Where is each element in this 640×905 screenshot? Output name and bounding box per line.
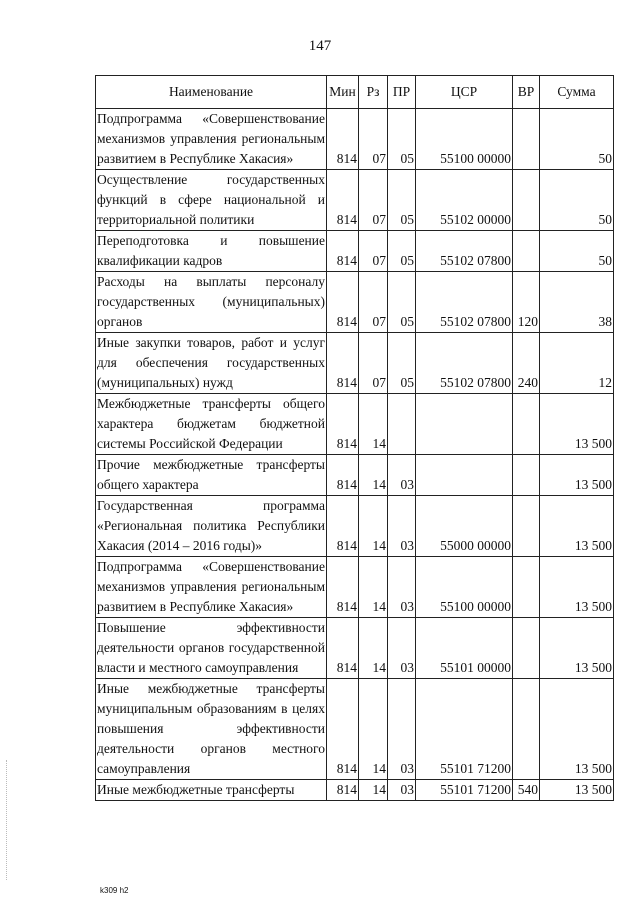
- header-sum: Сумма: [540, 76, 614, 109]
- table-row: [96, 170, 614, 231]
- scan-margin-mark: [6, 760, 8, 880]
- cell-pr: 05: [388, 109, 416, 170]
- cell-rz: 14: [359, 394, 388, 455]
- cell-vr: [513, 109, 540, 170]
- cell-name: Подпрограмма «Совершенствование механизмов управления региональным развитием в Республике Хакасия»: [96, 109, 327, 170]
- header-min: Мин: [327, 76, 359, 109]
- cell-name: Подпрограмма «Совершенствование механизмов управления региональным развитием в Республике Хакасия»: [96, 557, 327, 618]
- cell-name: Межбюджетные трансферты общего характера бюджетам бюджетной системы Российской Федерации: [96, 394, 327, 455]
- cell-sum: 13 500: [540, 455, 614, 496]
- cell-pr: 05: [388, 231, 416, 272]
- cell-min: 814: [327, 231, 359, 272]
- cell-sum: 12: [540, 333, 614, 394]
- cell-vr: 240: [513, 333, 540, 394]
- cell-csr: 55102 07800: [416, 272, 513, 333]
- table-row: [96, 109, 614, 170]
- table-row: [96, 780, 614, 801]
- table-row: [96, 272, 614, 333]
- cell-min: 814: [327, 496, 359, 557]
- cell-rz: 07: [359, 170, 388, 231]
- table-row: [96, 496, 614, 557]
- cell-pr: 03: [388, 557, 416, 618]
- header-csr: ЦСР: [416, 76, 513, 109]
- cell-name: Повышение эффективности деятельности органов государственной власти и местного самоуправления: [96, 618, 327, 679]
- cell-csr: 55102 07800: [416, 231, 513, 272]
- cell-name: Иные межбюджетные трансферты муниципальным образованиям в целях повышения эффективности деятельности органов местного самоуправления: [96, 679, 327, 780]
- cell-name: Расходы на выплаты персоналу государственных (муниципальных) органов: [96, 272, 327, 333]
- cell-rz: 14: [359, 496, 388, 557]
- cell-min: 814: [327, 780, 359, 801]
- cell-name: Переподготовка и повышение квалификации кадров: [96, 231, 327, 272]
- cell-vr: [513, 496, 540, 557]
- cell-sum: 38: [540, 272, 614, 333]
- cell-vr: [513, 455, 540, 496]
- cell-min: 814: [327, 679, 359, 780]
- cell-rz: 14: [359, 780, 388, 801]
- table-row: [96, 231, 614, 272]
- cell-pr: 03: [388, 780, 416, 801]
- cell-pr: [388, 394, 416, 455]
- cell-vr: 120: [513, 272, 540, 333]
- cell-vr: [513, 679, 540, 780]
- cell-name: Прочие межбюджетные трансферты общего характера: [96, 455, 327, 496]
- cell-csr: 55102 07800: [416, 333, 513, 394]
- cell-csr: [416, 394, 513, 455]
- page-number: 147: [308, 38, 332, 54]
- table-header-row: [96, 76, 614, 109]
- cell-pr: 03: [388, 496, 416, 557]
- table-row: [96, 394, 614, 455]
- cell-vr: [513, 170, 540, 231]
- cell-sum: 50: [540, 231, 614, 272]
- cell-min: 814: [327, 109, 359, 170]
- table-row: [96, 679, 614, 780]
- cell-min: 814: [327, 170, 359, 231]
- cell-pr: 05: [388, 272, 416, 333]
- cell-rz: 14: [359, 679, 388, 780]
- cell-name: Государственная программа «Региональная политика Республики Хакасия (2014 – 2016 годы)»: [96, 496, 327, 557]
- cell-rz: 07: [359, 109, 388, 170]
- header-rz: Рз: [359, 76, 388, 109]
- cell-rz: 14: [359, 618, 388, 679]
- header-vr: ВР: [513, 76, 540, 109]
- cell-rz: 07: [359, 333, 388, 394]
- cell-csr: 55101 00000: [416, 618, 513, 679]
- cell-sum: 13 500: [540, 618, 614, 679]
- footer-code: k309 h2: [100, 886, 129, 895]
- cell-sum: 13 500: [540, 394, 614, 455]
- budget-table: [95, 75, 614, 801]
- cell-min: 814: [327, 455, 359, 496]
- table-row: [96, 618, 614, 679]
- cell-pr: 05: [388, 333, 416, 394]
- cell-min: 814: [327, 618, 359, 679]
- cell-name: Осуществление государственных функций в сфере национальной и территориальной политики: [96, 170, 327, 231]
- cell-min: 814: [327, 333, 359, 394]
- cell-name: Иные закупки товаров, работ и услуг для обеспечения государственных (муниципальных) нужд: [96, 333, 327, 394]
- table-row: [96, 557, 614, 618]
- cell-csr: [416, 455, 513, 496]
- cell-csr: 55101 71200: [416, 679, 513, 780]
- cell-name: Иные межбюджетные трансферты: [96, 780, 327, 801]
- cell-min: 814: [327, 557, 359, 618]
- cell-vr: [513, 557, 540, 618]
- cell-csr: 55000 00000: [416, 496, 513, 557]
- cell-pr: 03: [388, 679, 416, 780]
- cell-pr: 05: [388, 170, 416, 231]
- cell-vr: 540: [513, 780, 540, 801]
- cell-sum: 50: [540, 170, 614, 231]
- cell-vr: [513, 394, 540, 455]
- cell-pr: 03: [388, 618, 416, 679]
- cell-csr: 55102 00000: [416, 170, 513, 231]
- table-row: [96, 455, 614, 496]
- cell-csr: 55100 00000: [416, 557, 513, 618]
- cell-min: 814: [327, 394, 359, 455]
- cell-vr: [513, 618, 540, 679]
- cell-sum: 13 500: [540, 557, 614, 618]
- cell-sum: 13 500: [540, 679, 614, 780]
- cell-pr: 03: [388, 455, 416, 496]
- cell-vr: [513, 231, 540, 272]
- cell-csr: 55100 00000: [416, 109, 513, 170]
- cell-csr: 55101 71200: [416, 780, 513, 801]
- table-row: [96, 333, 614, 394]
- cell-sum: 13 500: [540, 780, 614, 801]
- cell-rz: 07: [359, 231, 388, 272]
- cell-sum: 13 500: [540, 496, 614, 557]
- cell-sum: 50: [540, 109, 614, 170]
- header-name: Наименование: [96, 76, 327, 109]
- cell-rz: 07: [359, 272, 388, 333]
- cell-rz: 14: [359, 455, 388, 496]
- cell-min: 814: [327, 272, 359, 333]
- header-pr: ПР: [388, 76, 416, 109]
- cell-rz: 14: [359, 557, 388, 618]
